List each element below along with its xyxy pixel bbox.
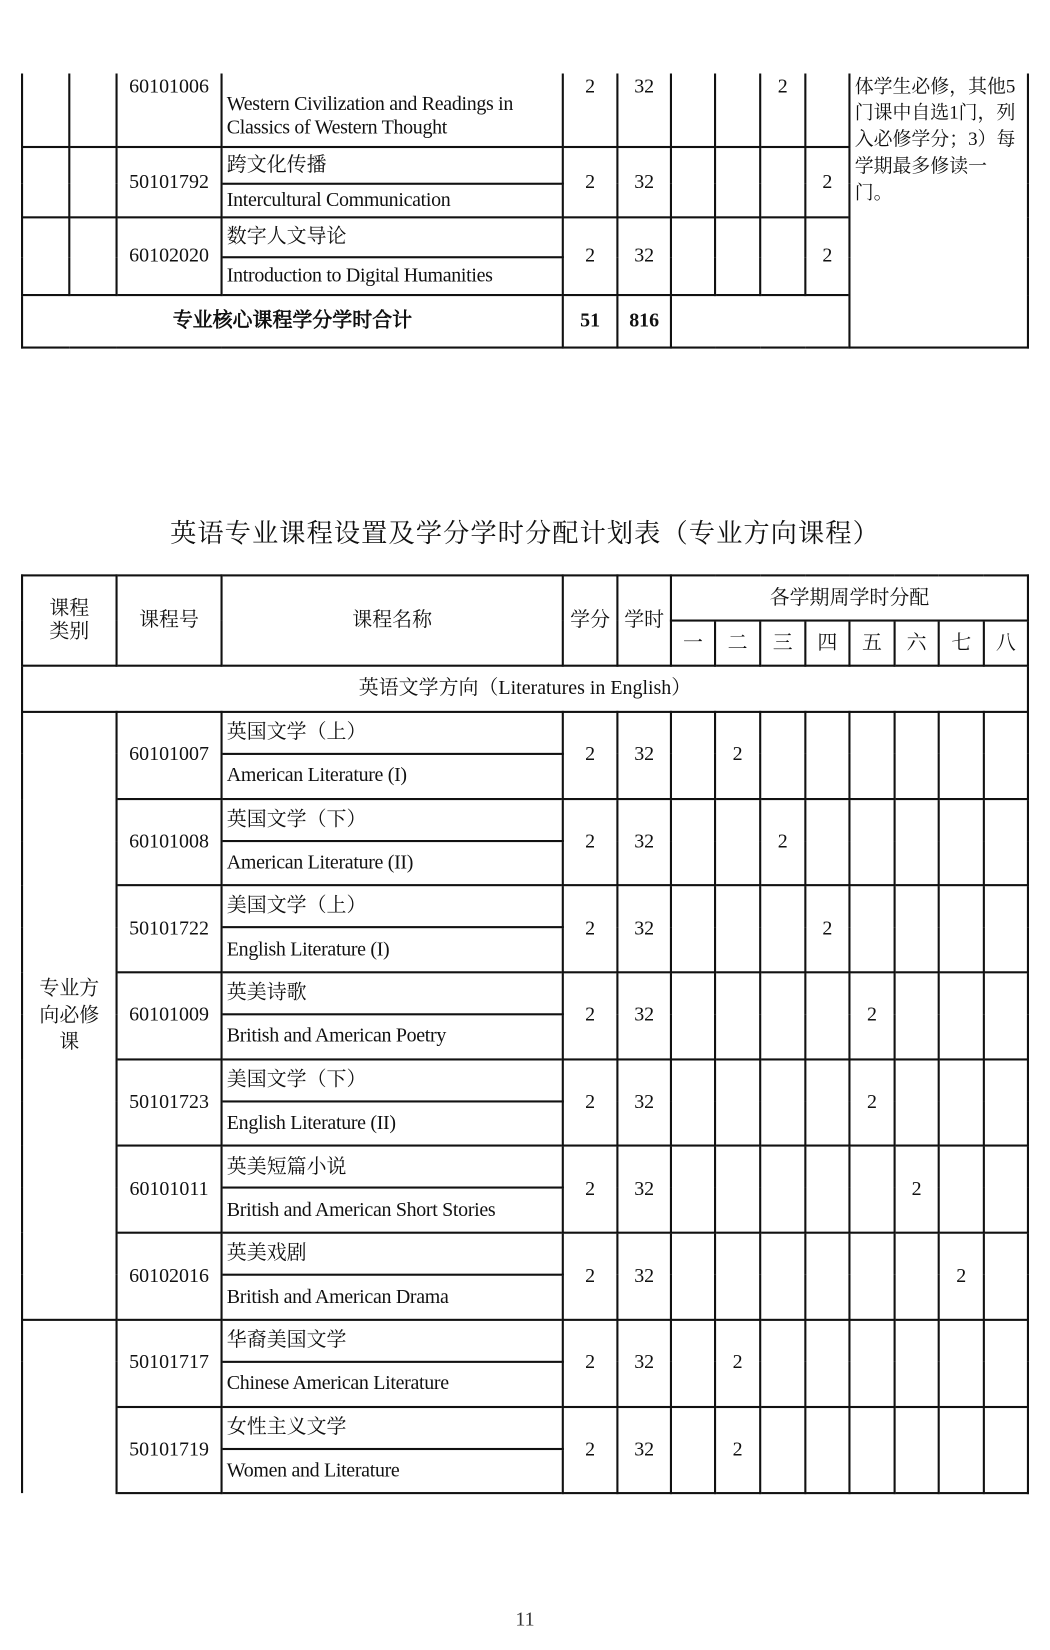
semester-cell xyxy=(760,147,805,217)
total-hours: 816 xyxy=(617,295,671,348)
header-category: 课程类别 xyxy=(22,575,117,665)
course-name-cn: 跨文化传播 xyxy=(222,147,563,184)
table-title: 英语专业课程设置及学分学时分配计划表（专业方向课程） xyxy=(170,519,880,549)
course-code: 50101792 xyxy=(117,147,222,217)
course-name-en: American Literature (II) xyxy=(222,841,563,886)
credit: 2 xyxy=(563,1406,618,1493)
semester-cell: 2 xyxy=(760,74,805,148)
credit: 2 xyxy=(563,1059,618,1146)
semester-cell xyxy=(671,712,715,799)
total-credit: 51 xyxy=(563,295,618,348)
course-code: 50101723 xyxy=(117,1059,222,1146)
credit: 2 xyxy=(563,217,618,295)
semester-cell: 2 xyxy=(895,1146,939,1233)
total-blank xyxy=(671,295,1028,348)
category-cell xyxy=(22,712,117,1320)
table-row xyxy=(22,886,1028,928)
table-row xyxy=(22,74,1028,148)
semester-cell: 2 xyxy=(805,217,849,295)
semester-cell: 2 xyxy=(715,712,760,799)
course-name-en: English Literature (II) xyxy=(222,1101,563,1146)
course-name-cn: 美国文学（下） xyxy=(222,1059,563,1101)
semester-cell xyxy=(805,1146,849,1233)
semester-cell: 2 xyxy=(849,972,894,1059)
semester-cell xyxy=(805,74,849,148)
semester-cell xyxy=(939,799,984,886)
semester-cell xyxy=(760,1146,805,1233)
course-name-en: Intercultural Communication xyxy=(222,184,563,218)
credit: 2 xyxy=(563,1233,618,1320)
semester-header: 四 xyxy=(805,621,849,666)
semester-cell xyxy=(984,1320,1028,1407)
semester-cell xyxy=(849,1320,894,1407)
semester-cell xyxy=(939,712,984,799)
credit: 2 xyxy=(563,74,618,148)
course-name-cn: 数字人文导论 xyxy=(222,217,563,257)
semester-cell xyxy=(939,1406,984,1493)
course-name-cn: 华裔美国文学 xyxy=(222,1320,563,1362)
table-row xyxy=(22,1320,1028,1362)
category-cell xyxy=(22,74,69,148)
table-row xyxy=(22,1406,1028,1448)
semester-cell: 2 xyxy=(715,1406,760,1493)
course-code: 60101006 xyxy=(117,74,222,148)
semester-cell xyxy=(895,1059,939,1146)
hours: 32 xyxy=(617,1059,671,1146)
header-credit: 学分 xyxy=(563,575,618,665)
semester-cell xyxy=(715,217,760,295)
semester-cell xyxy=(760,1320,805,1407)
course-name-en: Women and Literature xyxy=(222,1448,563,1493)
credit: 2 xyxy=(563,799,618,886)
semester-cell xyxy=(671,799,715,886)
hours: 32 xyxy=(617,972,671,1059)
course-name-cn: 美国文学（上） xyxy=(222,886,563,928)
semester-cell xyxy=(939,972,984,1059)
semester-cell xyxy=(715,147,760,217)
semester-cell xyxy=(849,1146,894,1233)
course-name-en: Chinese American Literature xyxy=(222,1362,563,1407)
semester-cell xyxy=(715,972,760,1059)
table-row xyxy=(22,1059,1028,1101)
semester-cell xyxy=(805,799,849,886)
header-hours: 学时 xyxy=(617,575,671,665)
hours: 32 xyxy=(617,712,671,799)
course-name-en: British and American Short Stories xyxy=(222,1188,563,1233)
semester-cell xyxy=(715,1059,760,1146)
semester-cell xyxy=(760,712,805,799)
hours: 32 xyxy=(617,1320,671,1407)
hours: 32 xyxy=(617,1233,671,1320)
semester-cell: 2 xyxy=(849,1059,894,1146)
hours: 32 xyxy=(617,886,671,973)
course-code: 60102016 xyxy=(117,1233,222,1320)
semester-cell xyxy=(715,1233,760,1320)
credit: 2 xyxy=(563,1146,618,1233)
semester-cell xyxy=(939,1320,984,1407)
semester-cell xyxy=(984,886,1028,973)
semester-cell xyxy=(849,799,894,886)
semester-cell xyxy=(715,799,760,886)
semester-cell: 2 xyxy=(805,147,849,217)
hours: 32 xyxy=(617,1406,671,1493)
category-cell xyxy=(22,147,69,217)
hours: 32 xyxy=(617,1146,671,1233)
category-cell xyxy=(22,217,69,295)
semester-cell xyxy=(671,1406,715,1493)
hours: 32 xyxy=(617,799,671,886)
semester-cell xyxy=(895,712,939,799)
course-name-en: Western Civilization and Readings in Classics of Western Thought xyxy=(222,74,563,148)
course-code: 60102020 xyxy=(117,217,222,295)
course-name-cn: 英美戏剧 xyxy=(222,1233,563,1275)
semester-cell xyxy=(760,1059,805,1146)
direction-courses-table xyxy=(21,574,1029,1494)
semester-cell: 2 xyxy=(939,1233,984,1320)
semester-cell xyxy=(671,217,715,295)
semester-cell: 2 xyxy=(715,1320,760,1407)
credit: 2 xyxy=(563,972,618,1059)
semester-cell xyxy=(760,972,805,1059)
subcategory-cell xyxy=(69,147,116,217)
table-row xyxy=(22,972,1028,1014)
credit: 2 xyxy=(563,147,618,217)
semester-cell xyxy=(671,886,715,973)
semester-cell xyxy=(984,1059,1028,1146)
semester-cell xyxy=(805,1059,849,1146)
semester-cell xyxy=(939,886,984,973)
hours: 32 xyxy=(617,147,671,217)
course-code: 60101011 xyxy=(117,1146,222,1233)
hours: 32 xyxy=(617,217,671,295)
category-cell xyxy=(22,1320,117,1494)
table-row xyxy=(22,799,1028,841)
header-name: 课程名称 xyxy=(222,575,563,665)
semester-cell xyxy=(671,147,715,217)
notes-cell: 体学生必修，其他5门课中自选1门，列入必修学分；3）每学期最多修读一门。 xyxy=(849,74,1028,348)
credit: 2 xyxy=(563,1320,618,1407)
semester-cell xyxy=(715,886,760,973)
semester-cell xyxy=(849,1233,894,1320)
semester-cell xyxy=(671,1059,715,1146)
subcategory-cell xyxy=(69,74,116,148)
semester-cell xyxy=(939,1059,984,1146)
semester-cell xyxy=(939,1146,984,1233)
semester-cell xyxy=(805,972,849,1059)
semester-cell xyxy=(849,712,894,799)
semester-cell xyxy=(849,886,894,973)
table-row xyxy=(22,712,1028,754)
semester-cell: 2 xyxy=(805,886,849,973)
semester-header: 三 xyxy=(760,621,805,666)
semester-header: 六 xyxy=(895,621,939,666)
course-name-cn: 英国文学（下） xyxy=(222,799,563,841)
semester-cell xyxy=(671,1146,715,1233)
semester-cell xyxy=(984,712,1028,799)
course-name-cn: 英国文学（上） xyxy=(222,712,563,754)
total-row xyxy=(22,295,1028,348)
semester-cell xyxy=(805,1233,849,1320)
course-code: 60101007 xyxy=(117,712,222,799)
semester-cell xyxy=(671,972,715,1059)
semester-cell xyxy=(805,1406,849,1493)
course-name-cn: 英美诗歌 xyxy=(222,972,563,1014)
semester-cell xyxy=(984,1233,1028,1320)
semester-cell xyxy=(760,1233,805,1320)
course-name-en: British and American Poetry xyxy=(222,1014,563,1059)
course-code: 50101722 xyxy=(117,886,222,973)
header-semesters: 各学期周学时分配 xyxy=(671,575,1028,620)
semester-cell xyxy=(671,74,715,148)
course-name-cn: 英美短篇小说 xyxy=(222,1146,563,1188)
semester-cell xyxy=(760,217,805,295)
semester-cell xyxy=(715,74,760,148)
semester-cell xyxy=(984,1146,1028,1233)
course-code: 60101009 xyxy=(117,972,222,1059)
table-row xyxy=(22,1146,1028,1188)
semester-cell xyxy=(895,1320,939,1407)
total-label: 专业核心课程学分学时合计 xyxy=(22,295,563,348)
semester-cell xyxy=(984,799,1028,886)
page-number: 11 xyxy=(515,1608,535,1631)
semester-header: 五 xyxy=(849,621,894,666)
header-code: 课程号 xyxy=(117,575,222,665)
semester-cell: 2 xyxy=(760,799,805,886)
semester-cell xyxy=(671,1233,715,1320)
semester-header: 八 xyxy=(984,621,1028,666)
course-code: 50101717 xyxy=(117,1320,222,1407)
hours: 32 xyxy=(617,74,671,148)
semester-cell xyxy=(984,1406,1028,1493)
course-name-en: British and American Drama xyxy=(222,1275,563,1320)
semester-header: 七 xyxy=(939,621,984,666)
subcategory-cell xyxy=(69,217,116,295)
semester-cell xyxy=(805,1320,849,1407)
semester-cell xyxy=(895,1406,939,1493)
semester-cell xyxy=(715,1146,760,1233)
semester-cell xyxy=(849,1406,894,1493)
semester-cell xyxy=(895,799,939,886)
credit: 2 xyxy=(563,712,618,799)
table-row xyxy=(22,1233,1028,1275)
semester-cell xyxy=(984,972,1028,1059)
semester-cell xyxy=(760,886,805,973)
category-label: 专业方向必修课 xyxy=(39,977,100,1054)
semester-cell xyxy=(671,1320,715,1407)
course-name-en: English Literature (I) xyxy=(222,928,563,973)
semester-header: 二 xyxy=(715,621,760,666)
semester-cell xyxy=(760,1406,805,1493)
section-row: 英语文学方向（Literatures in English） xyxy=(22,666,1028,712)
semester-cell xyxy=(895,1233,939,1320)
core-courses-table-continued xyxy=(21,74,1029,349)
course-name-en: Introduction to Digital Humanities xyxy=(222,257,563,295)
semester-header: 一 xyxy=(671,621,715,666)
course-name-en: American Literature (I) xyxy=(222,754,563,799)
semester-cell xyxy=(895,886,939,973)
semester-cell xyxy=(805,712,849,799)
credit: 2 xyxy=(563,886,618,973)
course-code: 50101719 xyxy=(117,1406,222,1493)
course-name-cn: 女性主义文学 xyxy=(222,1406,563,1448)
course-code: 60101008 xyxy=(117,799,222,886)
semester-cell xyxy=(895,972,939,1059)
